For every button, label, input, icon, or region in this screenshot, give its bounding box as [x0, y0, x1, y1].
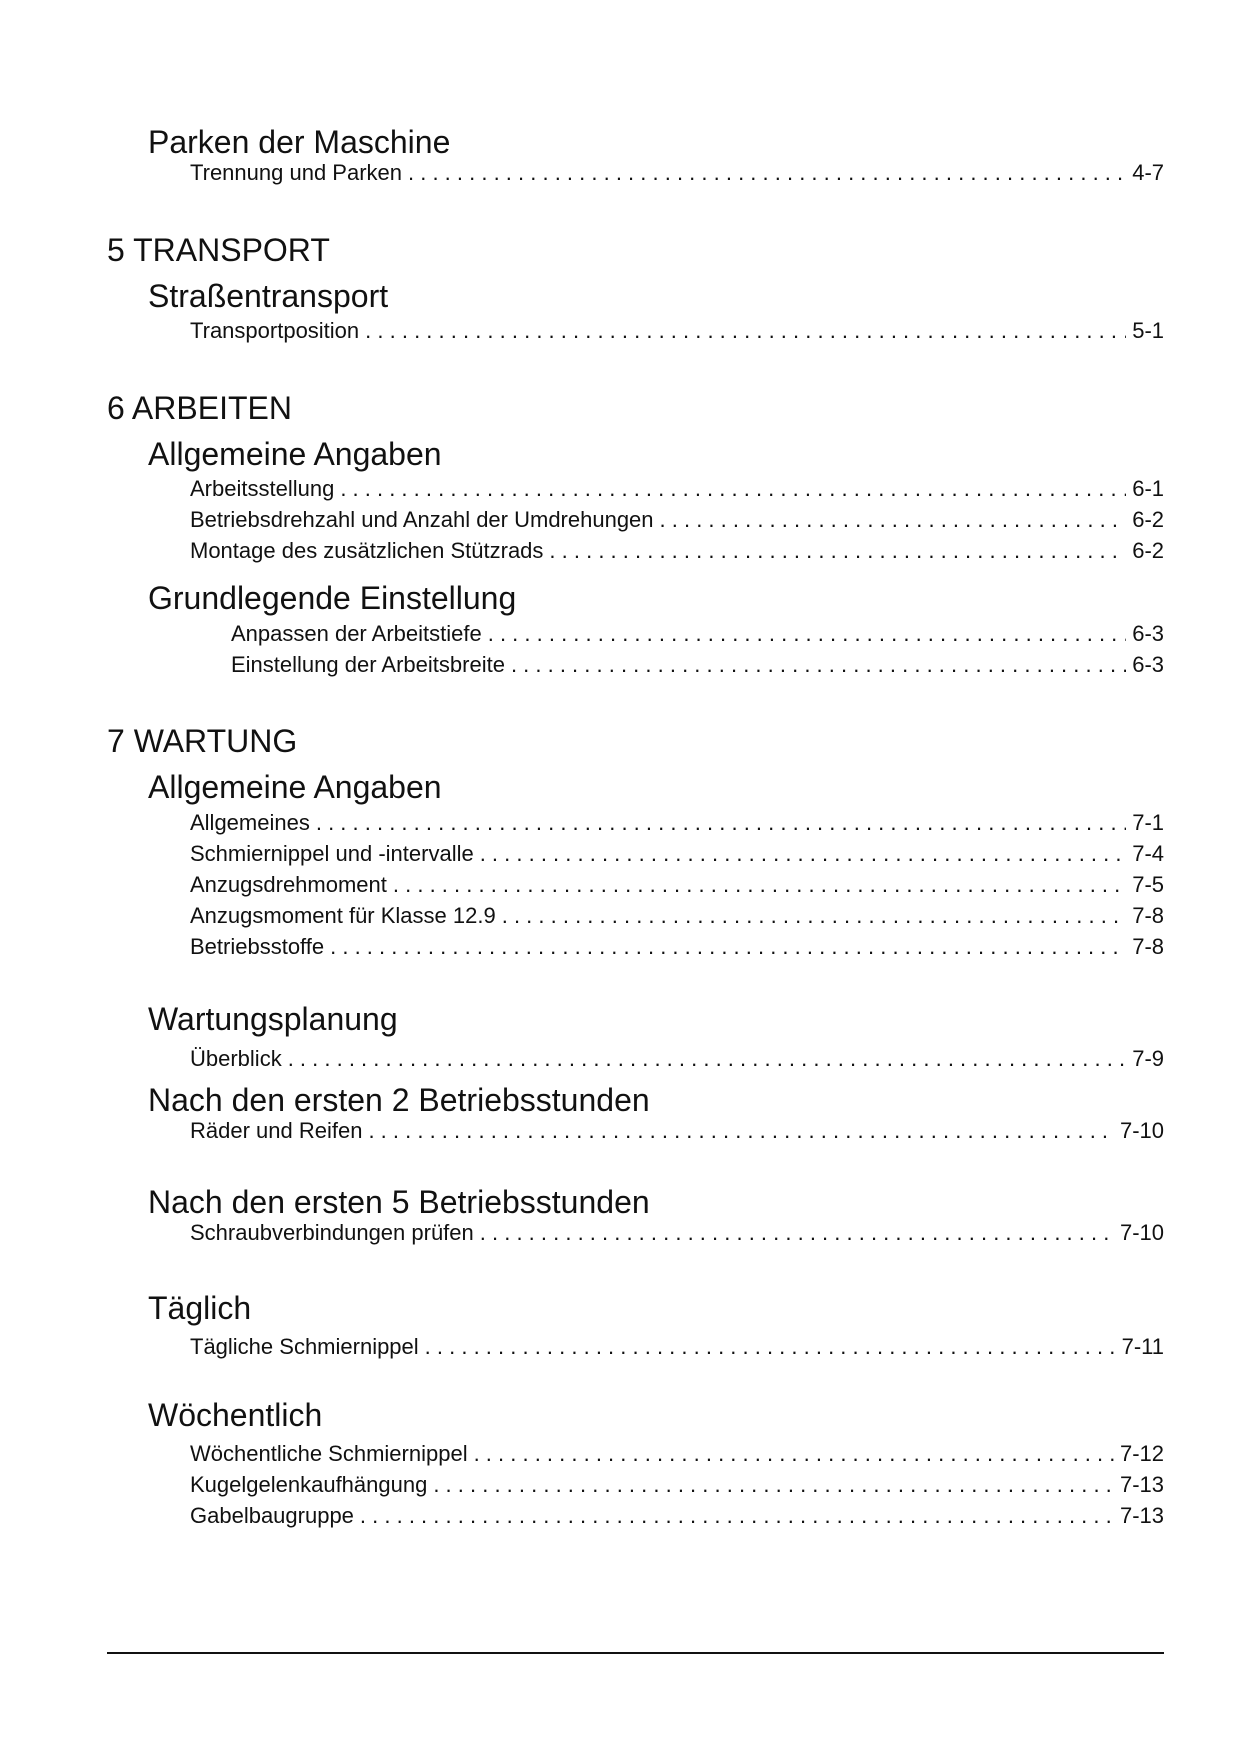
leader-dots [288, 1046, 1127, 1072]
leader-dots [316, 810, 1126, 836]
toc-entry-page: 6-3 [1132, 621, 1164, 646]
leader-dots [330, 934, 1126, 960]
toc-entry-page: 7-10 [1119, 1220, 1164, 1245]
leader-dots [425, 1334, 1116, 1360]
section-heading: Wartungsplanung [148, 1001, 398, 1037]
toc-entry[interactable] [190, 872, 1164, 900]
toc-entry-page: 7-13 [1119, 1503, 1164, 1528]
leader-dots [488, 621, 1126, 647]
chapter-heading: 5 TRANSPORT [107, 232, 330, 268]
toc-entry-label: Anzugsmoment für Klasse 12.9 [190, 903, 496, 928]
leader-dots [408, 160, 1126, 186]
section-heading: Wöchentlich [148, 1397, 323, 1433]
section-heading: Allgemeine Angaben [148, 769, 442, 805]
toc-entry[interactable] [190, 1441, 1164, 1469]
section-heading: Nach den ersten 5 Betriebsstunden [148, 1184, 650, 1220]
toc-entry-page: 7-5 [1132, 872, 1164, 897]
toc-entry-label: Betriebsdrehzahl und Anzahl der Umdrehungen [190, 507, 654, 532]
toc-entry-label: Montage des zusätzlichen Stützrads [190, 538, 544, 563]
toc-entry[interactable] [190, 1334, 1164, 1362]
toc-entry-label: Allgemeines [190, 810, 310, 835]
toc-entry-label: Kugelgelenkaufhängung [190, 1472, 428, 1497]
toc-entry-page: 6-2 [1132, 538, 1164, 563]
toc-entry-label: Arbeitsstellung [190, 476, 335, 501]
leader-dots [368, 1118, 1114, 1144]
toc-entry[interactable] [190, 1118, 1164, 1146]
leader-dots [393, 872, 1126, 898]
toc-entry-label: Schraubverbindungen prüfen [190, 1220, 474, 1245]
toc-entry[interactable] [190, 476, 1164, 504]
toc-entry-label: Gabelbaugruppe [190, 1503, 354, 1528]
toc-entry-label: Anzugsdrehmoment [190, 872, 387, 897]
footer-rule [107, 1652, 1164, 1654]
toc-entry-label: Transportposition [190, 318, 360, 343]
leader-dots [433, 1472, 1114, 1498]
section-heading: Straßentransport [148, 278, 389, 314]
leader-dots [480, 1220, 1114, 1246]
toc-entry-page: 5-1 [1132, 318, 1164, 343]
toc-entry-label: Schmiernippel und -intervalle [190, 841, 474, 866]
toc-entry-page: 7-13 [1119, 1472, 1164, 1497]
leader-dots [660, 507, 1127, 533]
section-heading: Grundlegende Einstellung [148, 580, 517, 616]
toc-entry-page: 7-10 [1119, 1118, 1164, 1143]
toc-entry[interactable] [190, 903, 1164, 931]
toc-entry-page: 6-1 [1132, 476, 1164, 501]
toc-entry[interactable] [190, 160, 1164, 188]
toc-entry-page: 6-3 [1132, 652, 1164, 677]
leader-dots [474, 1441, 1114, 1467]
toc-entry-label: Betriebsstoffe [190, 934, 325, 959]
toc-entry[interactable] [190, 318, 1164, 346]
toc-entry-page: 7-4 [1132, 841, 1164, 866]
toc-entry[interactable] [190, 1046, 1164, 1074]
toc-entry-page: 7-1 [1132, 810, 1164, 835]
toc-entry[interactable] [190, 841, 1164, 869]
toc-entry[interactable] [190, 1220, 1164, 1248]
toc-entry-page: 7-8 [1132, 934, 1164, 959]
chapter-heading: 7 WARTUNG [107, 723, 298, 759]
toc-entry-page: 7-12 [1119, 1441, 1164, 1466]
toc-entry-label: Wöchentliche Schmiernippel [190, 1441, 468, 1466]
toc-entry[interactable] [190, 507, 1164, 535]
toc-entry-page: 7-11 [1121, 1334, 1164, 1359]
toc-entry-page: 7-9 [1132, 1046, 1164, 1071]
toc-entry-label: Räder und Reifen [190, 1118, 363, 1143]
toc-entry-page: 7-8 [1132, 903, 1164, 928]
leader-dots [511, 652, 1126, 678]
leader-dots [549, 538, 1126, 564]
toc-entry[interactable] [190, 1503, 1164, 1531]
toc-entry-page: 4-7 [1132, 160, 1164, 185]
toc-entry-label: Überblick [190, 1046, 282, 1071]
toc-entry[interactable] [190, 1472, 1164, 1500]
toc-entry[interactable] [231, 652, 1164, 680]
toc-entry-label: Tägliche Schmiernippel [190, 1334, 419, 1359]
section-heading: Parken der Maschine [148, 124, 451, 160]
leader-dots [340, 476, 1126, 502]
toc-entry[interactable] [190, 538, 1164, 566]
chapter-heading: 6 ARBEITEN [107, 390, 292, 426]
toc-entry[interactable] [190, 810, 1164, 838]
leader-dots [365, 318, 1126, 344]
section-heading: Täglich [148, 1290, 252, 1326]
section-heading: Allgemeine Angaben [148, 436, 442, 472]
leader-dots [502, 903, 1126, 929]
toc-entry[interactable] [190, 934, 1164, 962]
toc-entry-label: Anpassen der Arbeitstiefe [231, 621, 482, 646]
toc-entry-label: Einstellung der Arbeitsbreite [231, 652, 505, 677]
leader-dots [480, 841, 1127, 867]
section-heading: Nach den ersten 2 Betriebsstunden [148, 1082, 650, 1118]
toc-entry-page: 6-2 [1132, 507, 1164, 532]
toc-entry[interactable] [231, 621, 1164, 649]
leader-dots [360, 1503, 1114, 1529]
toc-entry-label: Trennung und Parken [190, 160, 402, 185]
